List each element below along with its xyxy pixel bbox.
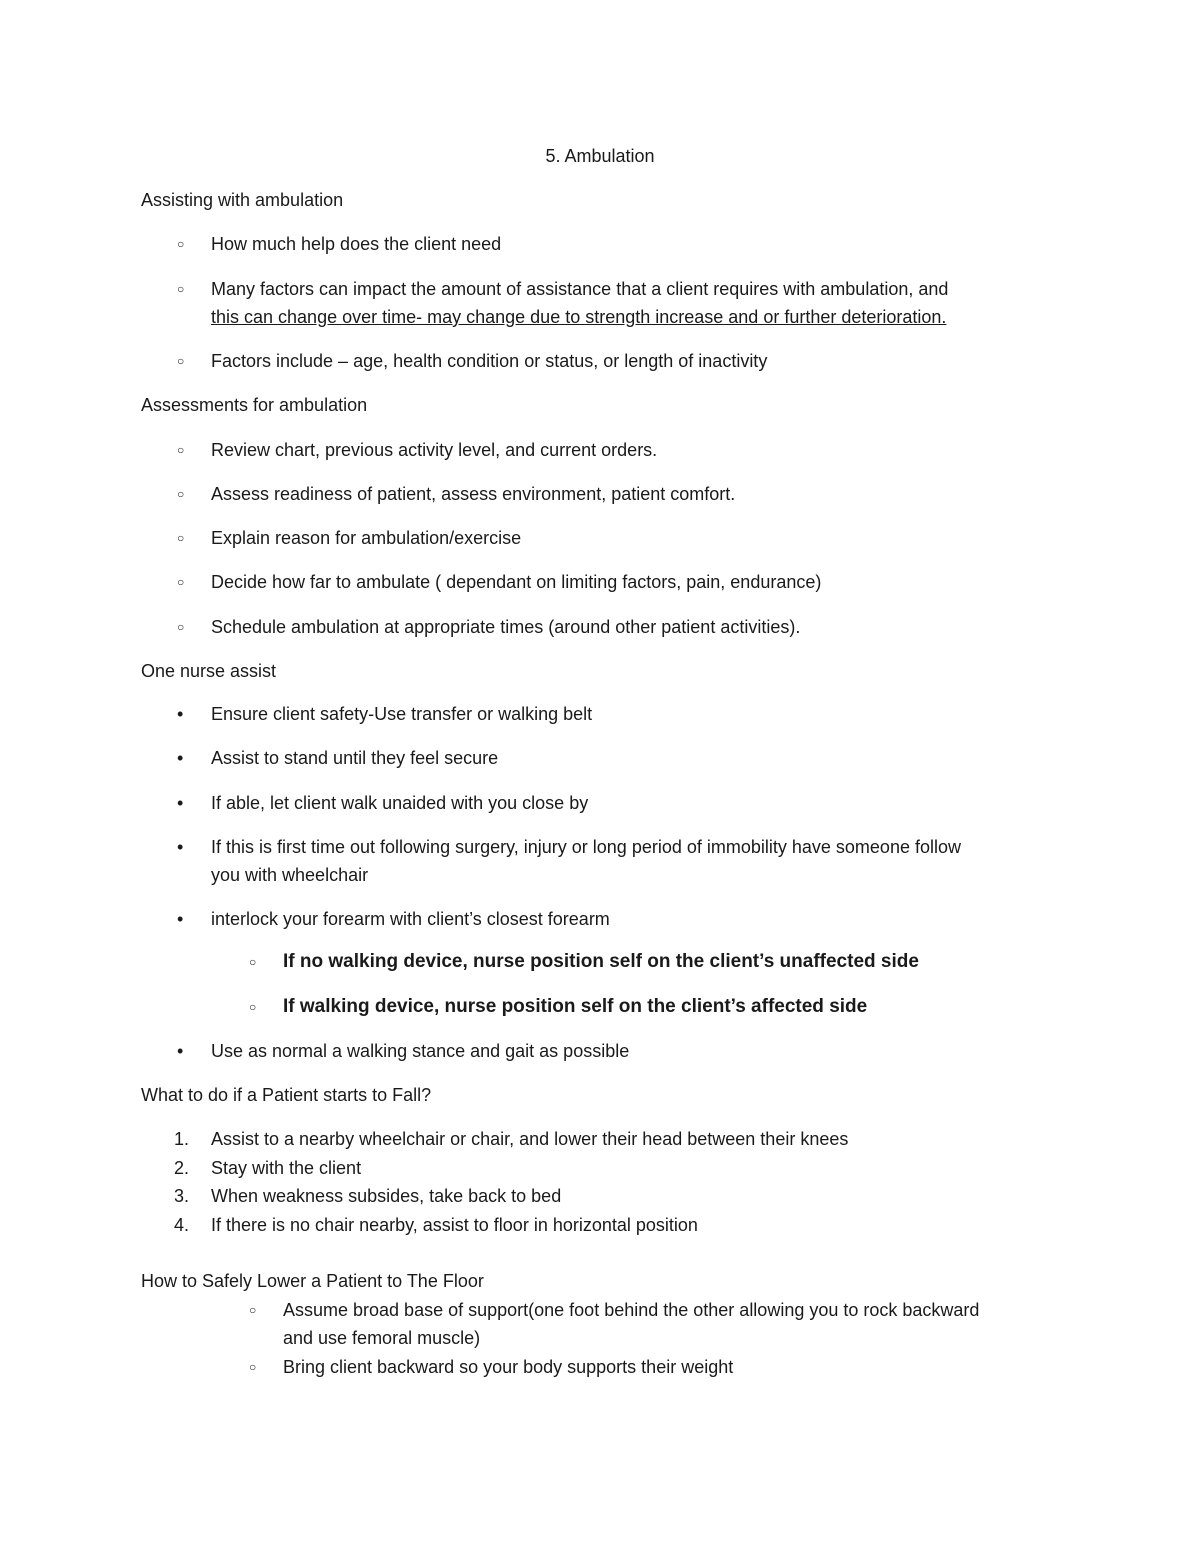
list-number: 3.	[174, 1186, 190, 1206]
list-number: 1.	[174, 1129, 190, 1149]
list-item: If this is first time out following surgery, injury or long period of immobility have someone follow	[211, 837, 961, 857]
circle-bullet-icon: ○	[177, 237, 185, 251]
list-item: Factors include – age, health condition or status, or length of inactivity	[211, 351, 768, 371]
dot-bullet-icon: •	[177, 748, 184, 768]
circle-bullet-icon: ○	[177, 575, 185, 589]
list-item-continuation: this can change over time- may change due to strength increase and or further deterioration.	[211, 307, 947, 327]
list-item: Assist to stand until they feel secure	[211, 748, 499, 768]
list-number: 2.	[174, 1158, 190, 1178]
list-item: Review chart, previous activity level, and current orders.	[211, 440, 658, 460]
circle-bullet-icon: ○	[249, 1360, 257, 1374]
circle-bullet-icon: ○	[249, 955, 257, 969]
heading-lower-patient: How to Safely Lower a Patient to The Floor	[141, 1271, 484, 1291]
dot-bullet-icon: •	[177, 793, 184, 813]
heading-fall: What to do if a Patient starts to Fall?	[141, 1085, 432, 1105]
list-number: 4.	[174, 1215, 190, 1235]
list-item-continuation: you with wheelchair	[211, 865, 369, 885]
circle-bullet-icon: ○	[177, 354, 185, 368]
circle-bullet-icon: ○	[177, 620, 185, 634]
list-item: Bring client backward so your body supports their weight	[283, 1357, 734, 1377]
list-item: interlock your forearm with client’s closest forearm	[211, 909, 610, 929]
list-item: Explain reason for ambulation/exercise	[211, 528, 522, 548]
dot-bullet-icon: •	[177, 1041, 184, 1061]
heading-assessments: Assessments for ambulation	[141, 395, 368, 415]
list-item: Schedule ambulation at appropriate times (around other patient activities).	[211, 617, 801, 637]
list-item: Use as normal a walking stance and gait as possible	[211, 1041, 630, 1061]
list-item: Many factors can impact the amount of assistance that a client requires with ambulation, and	[211, 279, 949, 299]
list-item: If able, let client walk unaided with you close by	[211, 793, 589, 813]
list-item: Ensure client safety-Use transfer or walking belt	[211, 704, 593, 724]
list-item-continuation: and use femoral muscle)	[283, 1328, 481, 1348]
list-item: Assess readiness of patient, assess environment, patient comfort.	[211, 484, 736, 504]
dot-bullet-icon: •	[177, 837, 184, 857]
dot-bullet-icon: •	[177, 704, 184, 724]
numbered-item: When weakness subsides, take back to bed	[211, 1186, 562, 1206]
list-item: How much help does the client need	[211, 234, 502, 254]
numbered-item: If there is no chair nearby, assist to floor in horizontal position	[211, 1215, 698, 1235]
sub-list-item: If walking device, nurse position self on the client’s affected side	[283, 996, 868, 1017]
heading-assisting: Assisting with ambulation	[141, 190, 344, 210]
page-title: 5. Ambulation	[545, 146, 655, 166]
heading-one-nurse: One nurse assist	[141, 661, 277, 681]
circle-bullet-icon: ○	[177, 531, 185, 545]
circle-bullet-icon: ○	[177, 282, 185, 296]
circle-bullet-icon: ○	[177, 487, 185, 501]
sub-list-item: If no walking device, nurse position self on the client’s unaffected side	[283, 951, 919, 972]
circle-bullet-icon: ○	[249, 1303, 257, 1317]
circle-bullet-icon: ○	[249, 1000, 257, 1014]
numbered-item: Stay with the client	[211, 1158, 362, 1178]
dot-bullet-icon: •	[177, 909, 184, 929]
list-item: Assume broad base of support(one foot behind the other allowing you to rock backward	[283, 1300, 980, 1320]
circle-bullet-icon: ○	[177, 443, 185, 457]
numbered-item: Assist to a nearby wheelchair or chair, and lower their head between their knees	[211, 1129, 849, 1149]
list-item: Decide how far to ambulate ( dependant on limiting factors, pain, endurance)	[211, 572, 822, 592]
